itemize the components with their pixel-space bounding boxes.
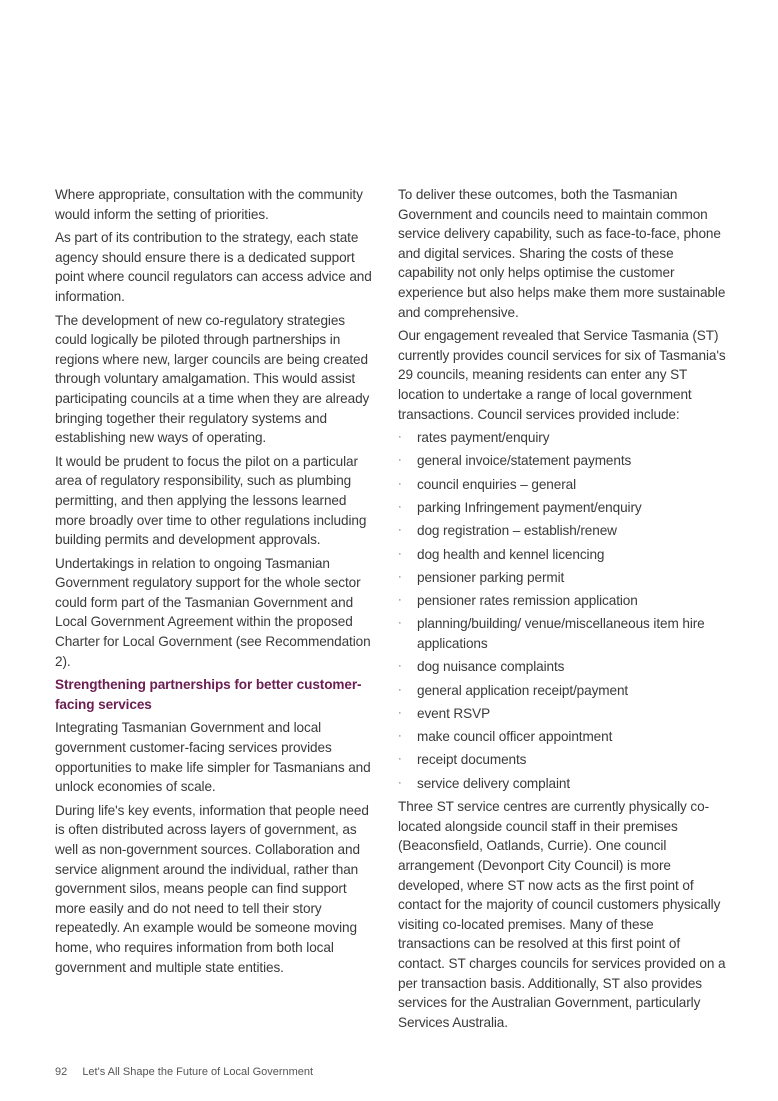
list-item	[398, 727, 728, 747]
list-item	[398, 521, 728, 541]
list-item	[398, 750, 728, 770]
bullet-icon: ·	[398, 776, 402, 789]
bullet-icon: ·	[398, 431, 402, 444]
bullet-icon: ·	[398, 753, 402, 766]
list-item-text: rates payment/enquiry	[417, 430, 550, 446]
list-item-text: general application receipt/payment	[417, 682, 629, 698]
paragraph: To deliver these outcomes, both the Tasmanian Government and councils need to maintain common service delivery capability, such as face-to-face, phone and digital services. Sharing the costs of these capability not only helps optimise the customer experience but also helps make them more sustainable and comprehensive.	[398, 187, 726, 320]
bullet-icon: ·	[398, 683, 402, 696]
page-number: 92	[55, 1066, 68, 1078]
list-item-text: receipt documents	[417, 752, 527, 768]
publication-title: Let's All Shape the Future of Local Government	[82, 1066, 314, 1078]
list-item-text: general invoice/statement payments	[417, 453, 632, 469]
bullet-icon: ·	[398, 617, 402, 630]
bullet-icon: ·	[398, 570, 402, 583]
list-item-text: event RSVP	[417, 705, 491, 721]
section-heading: Strengthening partnerships for better customer-facing services	[55, 677, 362, 712]
left-column	[55, 185, 377, 981]
page-footer	[55, 1066, 313, 1078]
paragraph: Where appropriate, consultation with the community would inform the setting of priorities.	[55, 187, 363, 222]
paragraph: Three ST service centres are currently physically co-located alongside council staff in their premises (Beaconsfield, Oatlands, Currie). One council arrangement (Devonport City Council) is more developed, where ST now acts as the first point of contact for the majority of council customers physically visiting co-located premises. Many of these transactions can be resolved at this first point of contact. ST charges councils for services provided on a per transaction basis. Additionally, ST also provides services for the Australian Government, particularly Services Australia.	[398, 799, 726, 1030]
list-item-text: parking Infringement payment/enquiry	[417, 499, 642, 515]
paragraph: During life's key events, information that people need is often distributed across layers of government, as well as non-government sources. Collaboration and service alignment around the individual, rather than government silos, means people can find support more easily and do not need to tell their story repeatedly. An example would be someone moving home, who requires information from both local government and multiple state entities.	[55, 802, 369, 975]
list-item	[398, 475, 728, 495]
bullet-icon: ·	[398, 524, 402, 537]
bullet-icon: ·	[398, 454, 402, 467]
list-item	[398, 498, 728, 518]
list-item-text: pensioner parking permit	[417, 569, 565, 585]
paragraph: Integrating Tasmanian Government and local government customer-facing services provides opportunities to make life simpler for Tasmanians and unlock economies of scale.	[55, 720, 371, 795]
list-item	[398, 568, 728, 588]
right-column	[398, 185, 728, 1036]
paragraph: The development of new co-regulatory strategies could logically be piloted through partnerships in regions where new, larger councils are being created through voluntary amalgamation. This would assist participating councils at a time when they are already bringing together their regulatory systems and establishing new ways of operating.	[55, 312, 370, 446]
bullet-icon: ·	[398, 477, 402, 490]
council-services-list	[398, 428, 728, 793]
right-closing-paragraphs	[398, 797, 728, 1032]
paragraph: Our engagement revealed that Service Tasmania (ST) currently provides council services for six of Tasmania's 29 councils, meaning residents can enter any ST location to undertake a range of local government transactions. Council services provided include:	[398, 328, 726, 422]
list-item	[398, 614, 728, 653]
list-item	[398, 774, 728, 794]
list-item	[398, 451, 728, 471]
list-item-text: dog nuisance complaints	[417, 659, 565, 675]
list-item-text: service delivery complaint	[417, 775, 571, 791]
bullet-icon: ·	[398, 547, 402, 560]
left-section-paragraphs	[55, 718, 377, 977]
list-item-text: make council officer appointment	[417, 729, 613, 745]
paragraph: As part of its contribution to the strategy, each state agency should ensure there is a dedicated support point where council regulators can access advice and information.	[55, 230, 372, 304]
list-item-text: council enquiries – general	[417, 476, 577, 492]
list-item	[398, 681, 728, 701]
list-item	[398, 591, 728, 611]
list-item	[398, 428, 728, 448]
list-item	[398, 657, 728, 677]
bullet-icon: ·	[398, 706, 402, 719]
paragraph: It would be prudent to focus the pilot on a particular area of regulatory responsibility, such as plumbing permitting, and then applying the lessons learned more broadly over time to other regulations including building permits and development approvals.	[55, 453, 367, 548]
list-item	[398, 545, 728, 565]
list-item	[398, 704, 728, 724]
paragraph: Undertakings in relation to ongoing Tasmanian Government regulatory support for the whole sector could form part of the Tasmanian Government and Local Government Agreement within the proposed Charter for Local Government (see Recommendation 2).	[55, 555, 371, 669]
list-item-text: planning/building/ venue/miscellaneous item hire applications	[417, 616, 705, 651]
list-item-text: dog health and kennel licencing	[417, 546, 605, 562]
bullet-icon: ·	[398, 730, 402, 743]
bullet-icon: ·	[398, 500, 402, 513]
list-item-text: pensioner rates remission application	[417, 593, 638, 609]
bullet-icon: ·	[398, 594, 402, 607]
left-intro-paragraphs	[55, 185, 377, 671]
right-intro-paragraphs	[398, 185, 728, 424]
bullet-icon: ·	[398, 660, 402, 673]
list-item-text: dog registration – establish/renew	[417, 523, 617, 539]
